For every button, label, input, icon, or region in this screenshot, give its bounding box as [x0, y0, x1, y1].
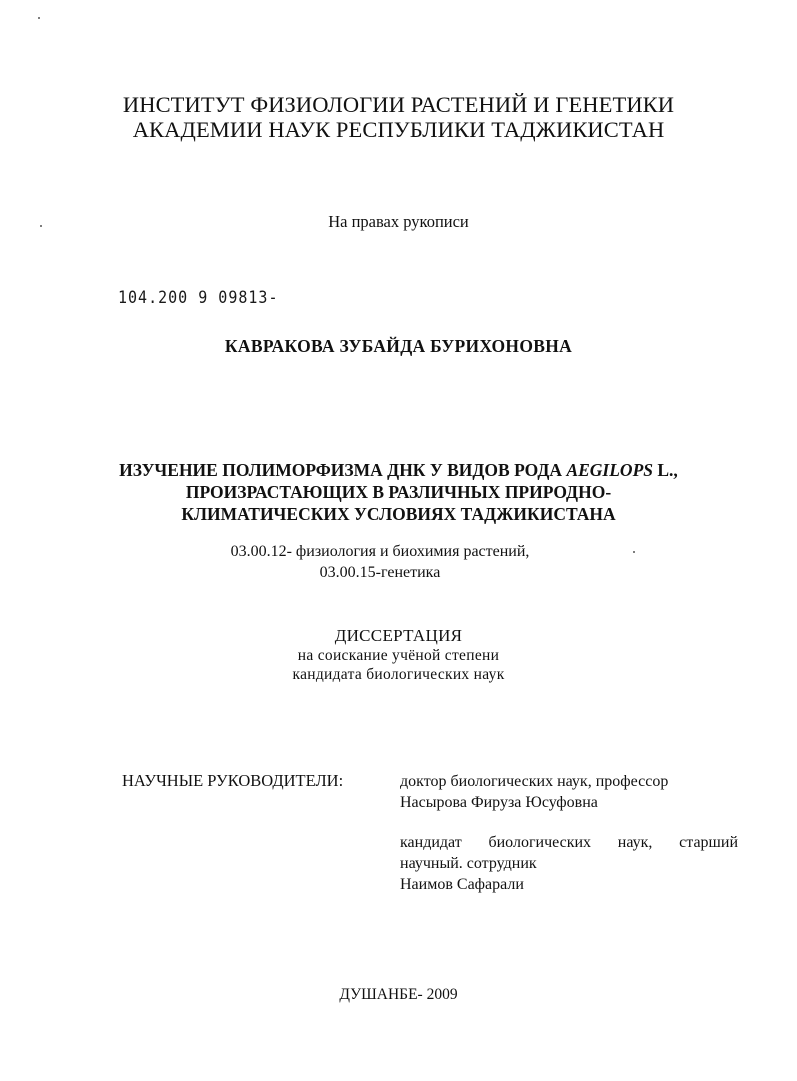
- title-genus: AEGILOPS: [566, 460, 653, 480]
- institute-line-2: АКАДЕМИИ НАУК РЕСПУБЛИКИ ТАДЖИКИСТАН: [132, 117, 665, 142]
- title-line-2: ПРОИЗРАСТАЮЩИХ В РАЗЛИЧНЫХ ПРИРОДНО-: [185, 482, 612, 502]
- title-line-1: [0, 459, 797, 481]
- institute-line-1: ИНСТИТУТ ФИЗИОЛОГИИ РАСТЕНИЙ И ГЕНЕТИКИ: [122, 92, 675, 117]
- supervisor-second: [400, 832, 738, 895]
- library-stamp-number: 104.200 9 09813-: [118, 287, 279, 308]
- dissertation-degree-line-2: кандидата биологических наук: [292, 666, 505, 683]
- title-line-1-suffix: L.,: [653, 460, 678, 480]
- title-line-1-prefix: ИЗУЧЕНИЕ ПОЛИМОРФИЗМА ДНК У ВИДОВ РОДА: [119, 460, 567, 480]
- manuscript-rights-note: На правах рукописи: [328, 212, 469, 231]
- supervisor-second-degree-line-1: кандидат биологических наук, старший: [400, 834, 738, 851]
- dissertation-degree-line-1: на соискание учёной степени: [297, 647, 500, 664]
- supervisor-second-name: Наимов Сафарали: [400, 876, 524, 893]
- author-name: КАВРАКОВА ЗУБАЙДА БУРИХОНОВНА: [224, 336, 573, 356]
- specialty-line-2: 03.00.15-генетика: [319, 564, 441, 581]
- supervisor-first: [400, 771, 738, 813]
- supervisor-first-degree: доктор биологических наук, профессор: [400, 773, 669, 790]
- dissertation-title: [0, 459, 797, 525]
- supervisor-first-name: Насырова Фируза Юсуфовна: [400, 794, 598, 811]
- scan-speck: [38, 17, 40, 19]
- dissertation-type: ДИССЕРТАЦИЯ: [334, 626, 463, 645]
- institute-header: [0, 92, 797, 142]
- title-line-3: КЛИМАТИЧЕСКИХ УСЛОВИЯХ ТАДЖИКИСТАНА: [181, 504, 616, 524]
- supervisor-second-degree-line-2: научный. сотрудник: [400, 855, 537, 872]
- supervisors-label: НАУЧНЫЕ РУКОВОДИТЕЛИ:: [122, 771, 344, 790]
- dissertation-block: [0, 626, 797, 684]
- city-year: ДУШАНБЕ- 2009: [339, 986, 458, 1003]
- specialties: [0, 541, 760, 583]
- specialty-line-1: 03.00.12- физиология и биохимия растений,: [230, 543, 530, 560]
